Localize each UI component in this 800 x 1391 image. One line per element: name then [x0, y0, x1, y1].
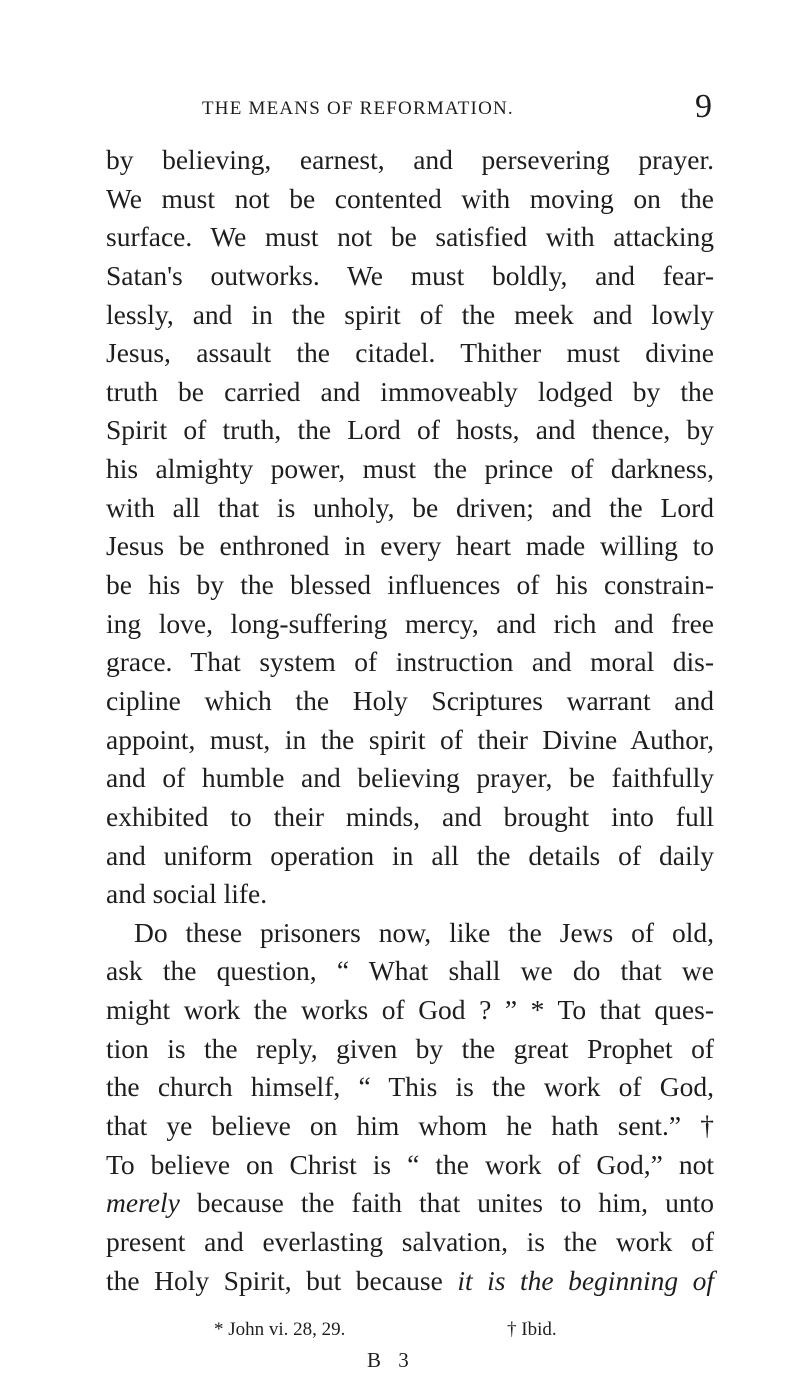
text-line: ask the question, “ What shall we do that we [106, 955, 714, 987]
text-line: Jesus be enthroned in every heart made willing to [106, 530, 714, 562]
text-line: and of humble and believing prayer, be faithfully [106, 762, 714, 794]
page-number: 9 [695, 88, 712, 125]
text-line [106, 1262, 714, 1301]
text-line: Jesus, assault the citadel. Thither must divine [106, 337, 714, 369]
text-line: surface. We must not be satisfied with attacking [106, 221, 714, 253]
body-text [106, 141, 714, 1300]
page-header [106, 88, 714, 132]
text-line: with all that is unholy, be driven; and the Lord [106, 491, 714, 523]
text-line: and social life. [106, 878, 268, 910]
text-line: truth be carried and immoveably lodged by the [106, 375, 714, 407]
text-span: the Holy Spirit, but because [106, 1264, 458, 1296]
footnote-ibid: † Ibid. [507, 1319, 557, 1340]
text-line: cipline which the Holy Scriptures warrant and [106, 684, 714, 716]
signature-mark: B 3 [367, 1348, 415, 1372]
text-line: appoint, must, in the spirit of their Divine Author, [106, 723, 714, 755]
text-line: To believe on Christ is “ the work of God,” not [106, 1148, 714, 1180]
text-line: Spirit of truth, the Lord of hosts, and thence, by [106, 414, 714, 446]
text-line: the church himself, “ This is the work of God, [106, 1071, 714, 1103]
text-line: grace. That system of instruction and moral dis- [106, 646, 714, 678]
text-line: his almighty power, must the prince of darkness, [106, 453, 714, 485]
text-line: that ye believe on him whom he hath sent.” † [106, 1110, 714, 1142]
footnote-john: * John vi. 28, 29. [214, 1319, 346, 1340]
text-line [106, 1184, 714, 1223]
text-line: We must not be contented with moving on the [106, 182, 714, 214]
text-line: might work the works of God ? ” * To that ques- [106, 994, 714, 1026]
footnotes [214, 1319, 594, 1343]
text-line: tion is the reply, given by the great Prophet of [106, 1032, 714, 1064]
text-line: exhibited to their minds, and brought into full [106, 800, 714, 832]
text-line: present and everlasting salvation, is the work of [106, 1225, 714, 1257]
text-line: ing love, long-suffering mercy, and rich and free [106, 607, 714, 639]
text-line: Do these prisoners now, like the Jews of old, [134, 916, 714, 948]
text-line: be his by the blessed influences of his constrain- [106, 569, 714, 601]
text-line: and uniform operation in all the details of daily [106, 839, 714, 871]
italic-emphasis: merely [106, 1187, 180, 1219]
text-line: lessly, and in the spirit of the meek and lowly [106, 298, 714, 330]
running-head: THE MEANS OF REFORMATION. [202, 98, 514, 119]
text-span: because the faith that unites to him, unto [179, 1187, 714, 1219]
text-line: Satan's outworks. We must boldly, and fear- [106, 259, 714, 291]
italic-emphasis: it is the beginning of [457, 1264, 714, 1296]
text-line: by believing, earnest, and persevering prayer. [106, 144, 714, 175]
